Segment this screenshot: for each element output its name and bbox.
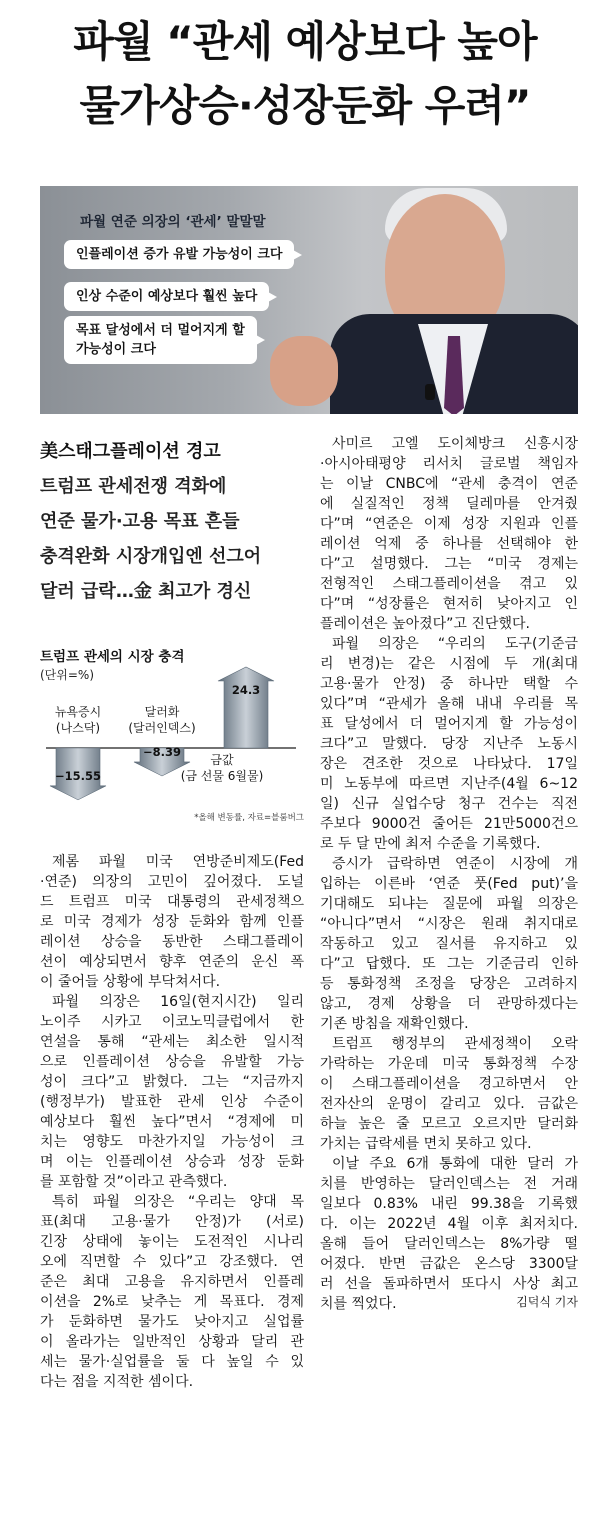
subhead-line: 충격완화 시장개입엔 선그어 [40, 546, 262, 567]
article-line: 레이션 상승을 동반한 스태그플레이 [40, 934, 304, 950]
category-label: (금 선물 6월물) [180, 769, 264, 783]
quote-text: 인상 수준이 예상보다 훨씬 높다 [76, 289, 258, 304]
chart-source-note: *올해 변동률, 자료=블룸버그 [194, 813, 304, 823]
subhead-line: 달러 급락…金 최고가 경신 [40, 581, 252, 602]
article-line: 전형적인 스태그플레이션을 겪고 있 [320, 576, 578, 592]
article-line: 이 올라가는 일반적인 상황과 달리 관 [40, 1334, 304, 1350]
bar-arrow [218, 667, 274, 748]
article-line: 제롬 파월 미국 연방준비제도(Fed [52, 854, 304, 870]
article-line: 기대해도 되냐는 질문에 파월 의장은 [320, 896, 578, 912]
chart-title: 트럼프 관세의 시장 충격 [40, 649, 185, 665]
headline-line-1: 파월 “관세 예상보다 높아 [73, 17, 537, 66]
article-line: 작동하고 있고 질서를 유지하고 있 [320, 936, 578, 952]
article-line: “아니다”면서 “시장은 원래 취지대로 [320, 916, 578, 932]
article-line: 표 달성에서 더 멀어지게 할 가능성이 [320, 716, 578, 732]
article-line: 장은 견조한 것으로 나타났다. 17일 [320, 756, 578, 772]
article-line: 기존 방침을 재확인했다. [320, 1016, 469, 1032]
article-line: 리 변경)는 같은 시점에 두 개(최대 [320, 656, 578, 672]
quote-bubble-3 [64, 316, 257, 364]
headline [0, 10, 610, 138]
article-line: 로 두 달 만에 최저 수준을 기록했다. [320, 836, 541, 852]
article-line: (행정부가) 발표한 관세 인상 수준이 [40, 1094, 304, 1110]
article-line: 이 줄어들 상황에 부닥쳐서다. [40, 974, 221, 990]
article-line: 긴장 상태에 놓이는 도전적인 시나리 [40, 1234, 304, 1250]
article-line: 주보다 9000건 줄어든 21만5000건으 [320, 816, 578, 832]
article-line: 노이주 시카고 이코노믹클럽에서 한 [40, 1014, 304, 1030]
article-line: 특히 파월 의장은 “우리는 양대 목 [52, 1194, 304, 1210]
article-line: 증시가 급락하면 연준이 시장에 개 [332, 856, 578, 872]
article-line: 입하는 이른바 ‘연준 풋(Fed put)’을 [320, 876, 578, 892]
article-line: 올해 들어 달러인덱스는 8%가량 떨 [320, 1236, 578, 1252]
article-line: 연설을 통해 “관세는 최소한 일시적 [40, 1034, 304, 1050]
article-line: 치는 영향도 마찬가지일 가능성이 크 [40, 1134, 304, 1150]
article-line: 로 미국 경제가 성장 둔화와 함께 인플 [40, 914, 304, 930]
article-line: 하늘 높은 줄 모르고 오르지만 달러화 [320, 1116, 578, 1132]
article-line: 가락하는 가운데 미국 통화정책 수장 [320, 1056, 578, 1072]
subhead-line: 연준 물가·고용 목표 흔들 [40, 511, 240, 532]
article-line: 예상보다 훨씬 높다”면서 “경제에 미 [40, 1114, 304, 1130]
article-line: 으로 인플레이션 상승을 유발할 가능 [40, 1054, 304, 1070]
article-line: 다”며 “성장률은 현저히 낮아지고 인 [320, 596, 578, 612]
article-line: 다”고 설명했다. 그는 “미국 경제는 [320, 556, 578, 572]
chart-unit: (단위=%) [40, 668, 95, 682]
quote-text: 인플레이션 증가 유발 가능성이 크다 [76, 247, 283, 262]
photo-hand [270, 336, 338, 406]
article-line: 크다”고 말했다. 당장 지난주 노동시 [320, 736, 578, 752]
byline: 김덕식 기자 [516, 1295, 578, 1309]
article-line: 에 실질적인 정책 딜레마를 안겨줬 [320, 496, 578, 512]
quote-box-title: 파월 연준 의장의 ‘관세’ 말말말 [80, 214, 266, 230]
bar-value-label: −15.55 [54, 768, 102, 783]
article-line: 가치는 급락세를 면치 못하고 있다. [320, 1136, 532, 1152]
article-column-left [40, 852, 304, 1392]
quote-bubble-1 [64, 240, 294, 269]
article-line: 다”며 “연준은 이제 성장 지원과 인플 [320, 516, 578, 532]
quote-bubble-2 [64, 282, 269, 311]
subheadlines [40, 434, 310, 609]
category-label: 달러화 [144, 705, 180, 719]
headline-line-2: 물가상승·성장둔화 우려” [79, 81, 531, 130]
category-label: (나스닥) [55, 721, 101, 735]
article-line: 션이 예상되면서 향후 연준의 운신 폭 [40, 954, 304, 970]
article-line: 트럼프 행정부의 관세정책이 오락 [332, 1036, 578, 1052]
article-line: 성이 크다”고 밝혔다. 그는 “지금까지 [40, 1074, 304, 1090]
article-line: 사미르 고엘 도이체방크 신흥시장 [332, 436, 578, 452]
article-line: 를 포함할 것”이라고 관측했다. [40, 1174, 228, 1190]
article-line: 레이션 억제 중 하나를 선택해야 한 [320, 536, 578, 552]
category-label: 뉴욕증시 [54, 705, 102, 719]
article-line: 않고, 경제 상황을 더 관망하겠다는 [320, 996, 578, 1012]
article-line: 며 이는 인플레이션 상승과 성장 둔화 [40, 1154, 304, 1170]
subhead-line: 美스태그플레이션 경고 [40, 441, 221, 462]
category-label: (달러인덱스) [128, 721, 196, 735]
bar-value-label: 24.3 [231, 683, 261, 697]
lapel-mic-icon [425, 384, 435, 400]
article-line: 세는 물가·실업률을 둘 다 높일 수 있 [40, 1354, 304, 1370]
article-line: 이 스태그플레이션을 경고하면서 안 [320, 1076, 578, 1092]
quote-text: 가능성이 크다 [76, 342, 156, 357]
article-line: ·아시아태평양 리서치 글로벌 책임자 [320, 456, 578, 472]
article-line: 일보다 0.83% 내린 99.38을 기록했 [320, 1196, 578, 1212]
category-label: 금값 [210, 753, 234, 767]
article-line: 오에 직면할 수 있다”고 강조했다. 연 [40, 1254, 304, 1270]
article-column-right [320, 434, 578, 1314]
article-line: 다는 점을 지적한 셈이다. [40, 1374, 194, 1390]
article-line: 다”고 답했다. 또 그는 기준금리 인하 [320, 956, 578, 972]
article-line: 고용·물가 안정) 중 하나만 택할 수 [320, 676, 578, 692]
article-line: 러 선을 돌파하면서 또다시 사상 최고 [320, 1276, 578, 1292]
article-line: 미 노동부에 따르면 지난주(4월 6~12 [320, 776, 578, 792]
article-line: 표(최대 고용·물가 안정)가 (서로) [40, 1214, 304, 1230]
market-shock-chart [40, 646, 304, 826]
quote-text: 목표 달성에서 더 멀어지게 할 [76, 323, 245, 338]
article-line: 는 이날 CNBC에 “관세 충격이 연준 [320, 476, 578, 492]
article-line: 다. 이는 2022년 4월 이후 최저치다. [320, 1216, 578, 1232]
article-line: 전자산의 운명이 갈리고 있다. 금값은 [320, 1096, 578, 1112]
subhead-line: 트럼프 관세전쟁 격화에 [40, 476, 227, 497]
article-line: 있다”며 “관세가 올해 내내 우리를 목 [320, 696, 578, 712]
article-line: 파월 의장은 “우리의 도구(기준금 [332, 636, 578, 652]
article-line: 플레이션은 높아졌다”고 진단했다. [320, 616, 530, 632]
article-line: 드 트럼프 미국 대통령의 관세정책으 [40, 894, 304, 910]
article-line: 치를 찍었다. [320, 1296, 397, 1312]
article-line: 치를 반영하는 달러인덱스는 전 거래 [320, 1176, 578, 1192]
article-line: 일) 신규 실업수당 청구 건수는 직전 [320, 796, 578, 812]
article-line: ·연준) 의장의 고민이 깊어졌다. 도널 [40, 874, 304, 890]
article-line: 가 둔화하면 물가도 낮아지고 실업률 [40, 1314, 304, 1330]
article-line: 어졌다. 반면 금값은 온스당 3300달 [320, 1256, 578, 1272]
article-line: 등 통화정책 조정을 당장은 고려하지 [320, 976, 578, 992]
article-line: 이날 주요 6개 통화에 대한 달러 가 [332, 1156, 578, 1172]
article-line: 파월 의장은 16일(현지시간) 일리 [52, 994, 304, 1010]
article-line: 이션을 2%로 낮추는 게 목표다. 경제 [40, 1294, 304, 1310]
bar-value-label: −8.39 [142, 744, 182, 759]
photo-powell [40, 186, 578, 414]
article-line: 준은 최대 고용을 유지하면서 인플레 [40, 1274, 304, 1290]
